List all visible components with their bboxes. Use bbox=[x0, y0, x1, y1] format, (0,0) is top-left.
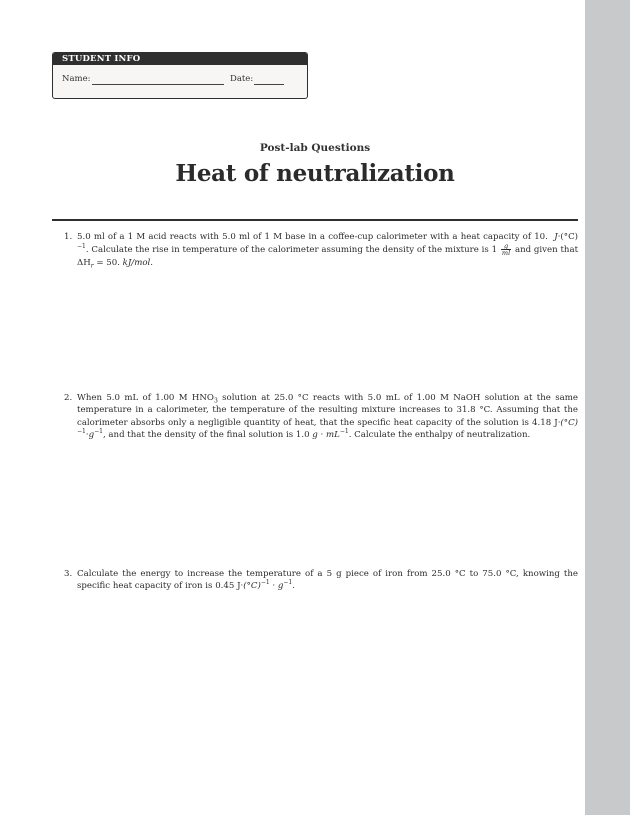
question-3 bbox=[64, 568, 578, 593]
question-2-number: 2. bbox=[64, 393, 73, 403]
student-info-box bbox=[52, 52, 308, 99]
density-fraction: $\frac{g}{ml}$ bbox=[501, 242, 511, 258]
question-2-text: When 5.0 mL of 1.00 M $HNO_3$ solution at 25.0 °C reacts with 5.0 mL of 1.00 M NaOH solution at the same temperature in a calorimeter, the temperature of the resulting mixture increases to 31.8 °C. Assuming that the calorimeter absorbs only a negligible quantity of heat, that the specific heat capacity of the solution is 4.18 $J\cdot(^\circ C)^{-1}\cdot g^{-1}$, and that the density of the final solution is 1.0 $g \cdot mL^{-1}$. Calculate the enthalpy of neutralization. bbox=[77, 393, 579, 440]
student-info-header: STUDENT INFO bbox=[53, 53, 307, 65]
page-title: Heat of neutralization bbox=[175, 160, 455, 187]
question-1-number: 1. bbox=[64, 232, 73, 242]
question-1 bbox=[64, 231, 578, 269]
name-label: Name: bbox=[62, 74, 91, 84]
page-subtitle: Post-lab Questions bbox=[259, 142, 371, 154]
title-rule bbox=[52, 219, 578, 221]
question-1-text: 5.0 ml of a 1 M acid reacts with 5.0 ml of 1 M base in a coffee-cup calorimeter with a heat capacity of 10. $J\cdot(^\circ C)^{-1}$. Calculate the rise in temperature of the calorimeter assuming the density of the mixture is 1 $\frac{g}{ml}$ and given that $\Delta H_r = 50$. kJ/mol. bbox=[77, 232, 579, 270]
page-side-margin bbox=[585, 0, 630, 815]
question-2 bbox=[64, 392, 578, 441]
date-label: Date: bbox=[230, 74, 254, 84]
question-3-number: 3. bbox=[64, 569, 73, 579]
date-field[interactable] bbox=[254, 84, 284, 85]
name-field[interactable] bbox=[92, 84, 224, 85]
question-3-text: Calculate the energy to increase the temperature of a 5 g piece of iron from 25.0 °C to 75.0 °C, knowing the specific heat capacity of iron is 0.45 $J\cdot(^\circ C)^{-1} \cdot g^{-1}$. bbox=[77, 569, 578, 592]
